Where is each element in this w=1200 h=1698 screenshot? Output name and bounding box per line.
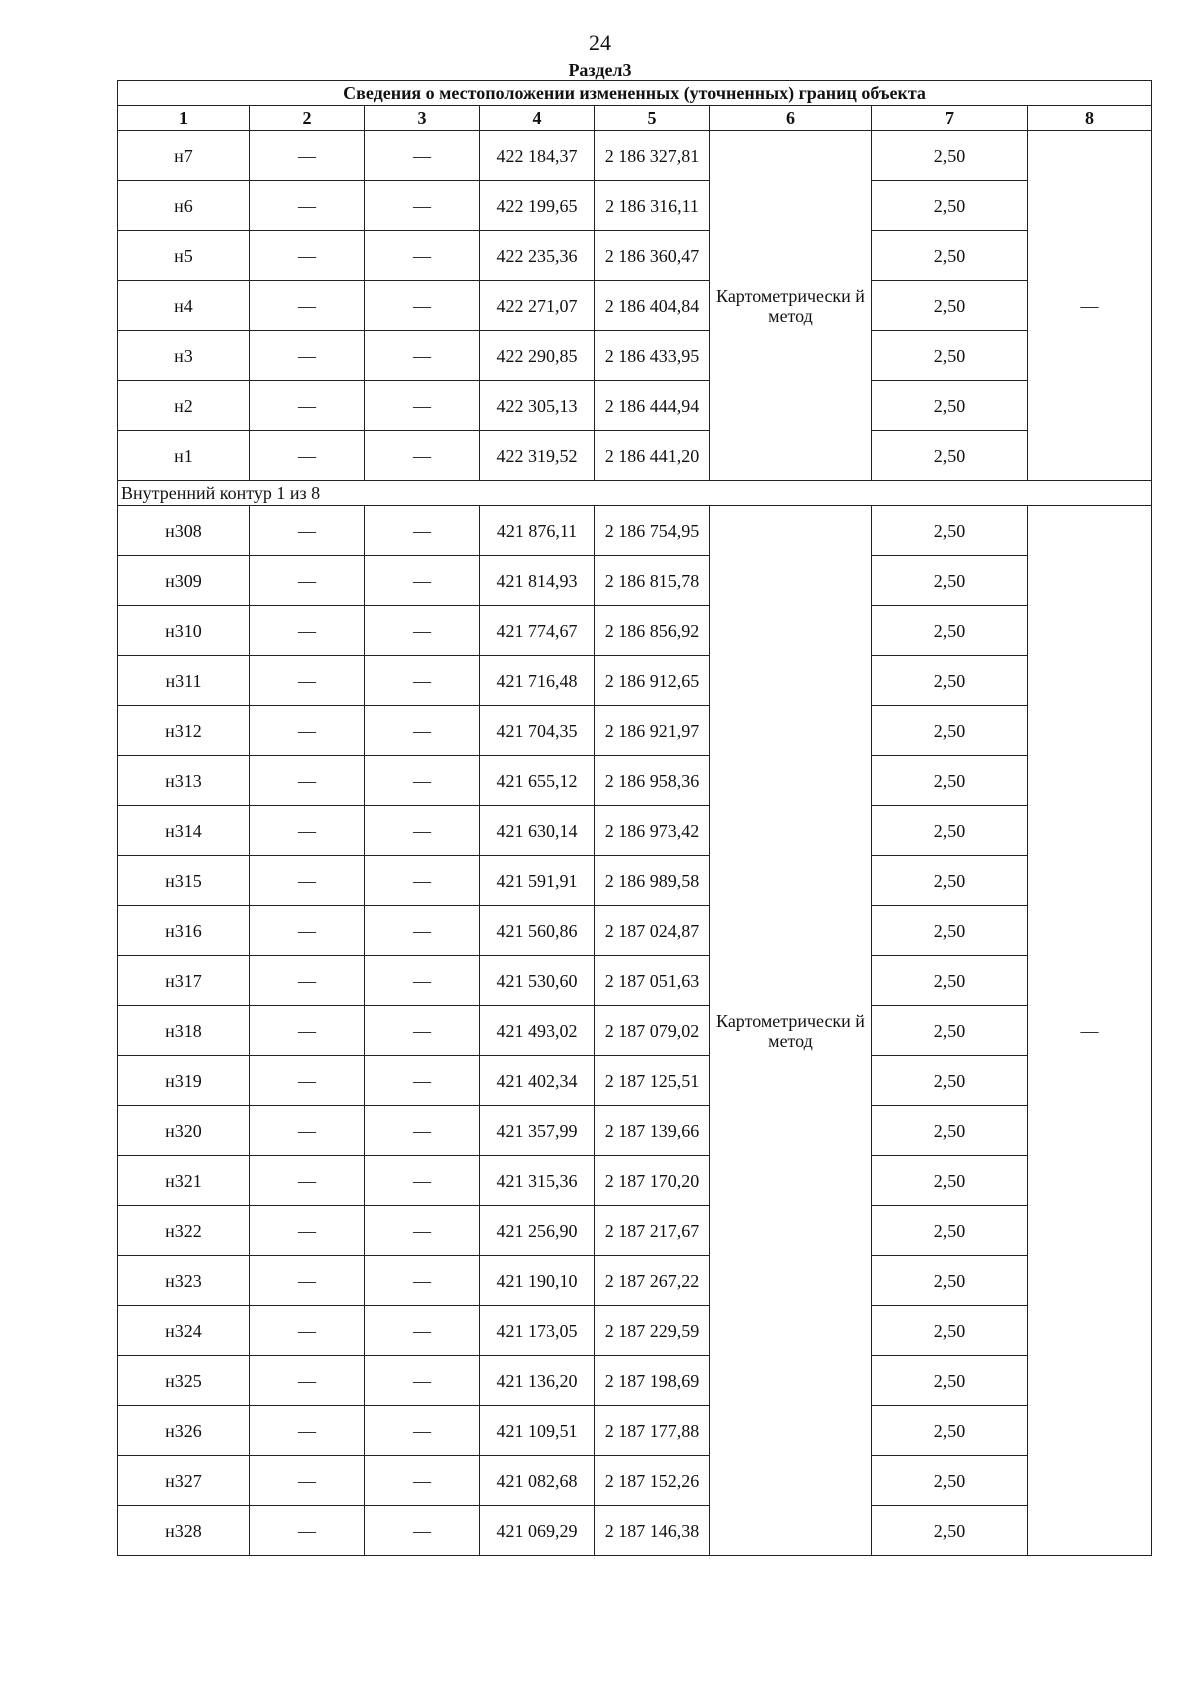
y-coordinate-cell: 2 187 139,66	[595, 1106, 710, 1156]
precision-cell: 2,50	[872, 856, 1028, 906]
y-coordinate-cell: 2 187 177,88	[595, 1406, 710, 1456]
precision-cell: 2,50	[872, 906, 1028, 956]
precision-cell: 2,50	[872, 281, 1028, 331]
table-row	[118, 1306, 1152, 1356]
point-name-cell: н323	[118, 1256, 250, 1306]
y-coordinate-cell: 2 186 327,81	[595, 131, 710, 181]
precision-cell: 2,50	[872, 1156, 1028, 1206]
precision-cell: 2,50	[872, 706, 1028, 756]
table-header-row	[118, 106, 1152, 131]
col2-cell: —	[250, 706, 365, 756]
col3-cell: —	[365, 806, 480, 856]
col3-cell: —	[365, 231, 480, 281]
col2-cell: —	[250, 131, 365, 181]
x-coordinate-cell: 421 256,90	[480, 1206, 595, 1256]
table-row	[118, 381, 1152, 431]
x-coordinate-cell: 421 069,29	[480, 1506, 595, 1556]
precision-cell: 2,50	[872, 1356, 1028, 1406]
precision-cell: 2,50	[872, 506, 1028, 556]
x-coordinate-cell: 422 271,07	[480, 281, 595, 331]
precision-cell: 2,50	[872, 956, 1028, 1006]
point-name-cell: н321	[118, 1156, 250, 1206]
col3-cell: —	[365, 1156, 480, 1206]
x-coordinate-cell: 421 190,10	[480, 1256, 595, 1306]
point-name-cell: н1	[118, 431, 250, 481]
point-name-cell: н4	[118, 281, 250, 331]
x-coordinate-cell: 422 290,85	[480, 331, 595, 381]
point-name-cell: н325	[118, 1356, 250, 1406]
y-coordinate-cell: 2 187 125,51	[595, 1056, 710, 1106]
col3-cell: —	[365, 131, 480, 181]
precision-cell: 2,50	[872, 1406, 1028, 1456]
point-name-cell: н316	[118, 906, 250, 956]
precision-cell: 2,50	[872, 1056, 1028, 1106]
table-caption-row	[118, 81, 1152, 106]
table-row	[118, 806, 1152, 856]
col3-cell: —	[365, 1056, 480, 1106]
table-row	[118, 1506, 1152, 1556]
table-row	[118, 1356, 1152, 1406]
x-coordinate-cell: 421 655,12	[480, 756, 595, 806]
col2-cell: —	[250, 656, 365, 706]
point-name-cell: н311	[118, 656, 250, 706]
col2-cell: —	[250, 906, 365, 956]
col2-cell: —	[250, 1406, 365, 1456]
table-row	[118, 1256, 1152, 1306]
col2-cell: —	[250, 281, 365, 331]
point-name-cell: н313	[118, 756, 250, 806]
x-coordinate-cell: 421 082,68	[480, 1456, 595, 1506]
col2-cell: —	[250, 1156, 365, 1206]
page-number: 24	[589, 30, 611, 55]
col2-cell: —	[250, 1306, 365, 1356]
col3-cell: —	[365, 1106, 480, 1156]
y-coordinate-cell: 2 186 444,94	[595, 381, 710, 431]
y-coordinate-cell: 2 186 433,95	[595, 331, 710, 381]
y-coordinate-cell: 2 187 024,87	[595, 906, 710, 956]
col2-cell: —	[250, 1456, 365, 1506]
col3-cell: —	[365, 181, 480, 231]
x-coordinate-cell: 421 814,93	[480, 556, 595, 606]
y-coordinate-cell: 2 186 921,97	[595, 706, 710, 756]
table-row	[118, 606, 1152, 656]
point-name-cell: н322	[118, 1206, 250, 1256]
table-row	[118, 956, 1152, 1006]
col8-cell: —	[1028, 506, 1152, 1556]
x-coordinate-cell: 422 235,36	[480, 231, 595, 281]
y-coordinate-cell: 2 187 051,63	[595, 956, 710, 1006]
precision-cell: 2,50	[872, 1006, 1028, 1056]
precision-cell: 2,50	[872, 131, 1028, 181]
precision-cell: 2,50	[872, 1506, 1028, 1556]
col3-cell: —	[365, 1456, 480, 1506]
y-coordinate-cell: 2 187 229,59	[595, 1306, 710, 1356]
point-name-cell: н315	[118, 856, 250, 906]
table-row	[118, 906, 1152, 956]
y-coordinate-cell: 2 187 146,38	[595, 1506, 710, 1556]
col2-cell: —	[250, 756, 365, 806]
point-name-cell: н7	[118, 131, 250, 181]
table-row	[118, 756, 1152, 806]
x-coordinate-cell: 421 173,05	[480, 1306, 595, 1356]
y-coordinate-cell: 2 187 198,69	[595, 1356, 710, 1406]
table-row	[118, 431, 1152, 481]
precision-cell: 2,50	[872, 556, 1028, 606]
method-cell: Картометрически й метод	[710, 506, 872, 1556]
col3-cell: —	[365, 1256, 480, 1306]
y-coordinate-cell: 2 186 316,11	[595, 181, 710, 231]
precision-cell: 2,50	[872, 756, 1028, 806]
col2-cell: —	[250, 231, 365, 281]
precision-cell: 2,50	[872, 331, 1028, 381]
col3-cell: —	[365, 556, 480, 606]
col3-cell: —	[365, 706, 480, 756]
point-name-cell: н5	[118, 231, 250, 281]
point-name-cell: н327	[118, 1456, 250, 1506]
column-header: 5	[595, 106, 710, 131]
col2-cell: —	[250, 431, 365, 481]
column-header: 2	[250, 106, 365, 131]
x-coordinate-cell: 421 560,86	[480, 906, 595, 956]
x-coordinate-cell: 421 493,02	[480, 1006, 595, 1056]
point-name-cell: н312	[118, 706, 250, 756]
contour-label: Внутренний контур 1 из 8	[118, 481, 1152, 506]
point-name-cell: н2	[118, 381, 250, 431]
col2-cell: —	[250, 1056, 365, 1106]
section-title: Раздел3	[568, 60, 632, 80]
point-name-cell: н328	[118, 1506, 250, 1556]
x-coordinate-cell: 422 184,37	[480, 131, 595, 181]
table-row	[118, 1456, 1152, 1506]
table-row	[118, 231, 1152, 281]
precision-cell: 2,50	[872, 1456, 1028, 1506]
table-row	[118, 856, 1152, 906]
col3-cell: —	[365, 331, 480, 381]
y-coordinate-cell: 2 186 856,92	[595, 606, 710, 656]
col2-cell: —	[250, 606, 365, 656]
precision-cell: 2,50	[872, 231, 1028, 281]
col3-cell: —	[365, 281, 480, 331]
col3-cell: —	[365, 381, 480, 431]
x-coordinate-cell: 421 591,91	[480, 856, 595, 906]
col2-cell: —	[250, 856, 365, 906]
point-name-cell: н320	[118, 1106, 250, 1156]
y-coordinate-cell: 2 187 079,02	[595, 1006, 710, 1056]
precision-cell: 2,50	[872, 1306, 1028, 1356]
col3-cell: —	[365, 1306, 480, 1356]
table-row	[118, 131, 1152, 181]
column-header: 6	[710, 106, 872, 131]
col2-cell: —	[250, 806, 365, 856]
table-row	[118, 1056, 1152, 1106]
table-row	[118, 1206, 1152, 1256]
col2-cell: —	[250, 506, 365, 556]
point-name-cell: н324	[118, 1306, 250, 1356]
point-name-cell: н317	[118, 956, 250, 1006]
column-header: 1	[118, 106, 250, 131]
col2-cell: —	[250, 1506, 365, 1556]
table-row	[118, 556, 1152, 606]
col2-cell: —	[250, 956, 365, 1006]
col2-cell: —	[250, 331, 365, 381]
col2-cell: —	[250, 181, 365, 231]
precision-cell: 2,50	[872, 431, 1028, 481]
column-header: 7	[872, 106, 1028, 131]
col3-cell: —	[365, 1206, 480, 1256]
point-name-cell: н3	[118, 331, 250, 381]
table-caption: Сведения о местоположении измененных (уточненных) границ объекта	[118, 81, 1152, 106]
table-row	[118, 656, 1152, 706]
y-coordinate-cell: 2 186 360,47	[595, 231, 710, 281]
table-body	[118, 81, 1152, 1556]
col3-cell: —	[365, 906, 480, 956]
y-coordinate-cell: 2 186 912,65	[595, 656, 710, 706]
table-row	[118, 331, 1152, 381]
contour-label-row	[118, 481, 1152, 506]
precision-cell: 2,50	[872, 1206, 1028, 1256]
column-header: 3	[365, 106, 480, 131]
col3-cell: —	[365, 656, 480, 706]
precision-cell: 2,50	[872, 181, 1028, 231]
y-coordinate-cell: 2 187 170,20	[595, 1156, 710, 1206]
col3-cell: —	[365, 1406, 480, 1456]
precision-cell: 2,50	[872, 381, 1028, 431]
x-coordinate-cell: 421 876,11	[480, 506, 595, 556]
x-coordinate-cell: 422 305,13	[480, 381, 595, 431]
y-coordinate-cell: 2 187 217,67	[595, 1206, 710, 1256]
point-name-cell: н318	[118, 1006, 250, 1056]
point-name-cell: н319	[118, 1056, 250, 1106]
table-row	[118, 1406, 1152, 1456]
table-row	[118, 706, 1152, 756]
x-coordinate-cell: 421 357,99	[480, 1106, 595, 1156]
table-row	[118, 281, 1152, 331]
x-coordinate-cell: 421 136,20	[480, 1356, 595, 1406]
column-header: 8	[1028, 106, 1152, 131]
table-row	[118, 181, 1152, 231]
col2-cell: —	[250, 1206, 365, 1256]
y-coordinate-cell: 2 187 267,22	[595, 1256, 710, 1306]
point-name-cell: н326	[118, 1406, 250, 1456]
x-coordinate-cell: 421 109,51	[480, 1406, 595, 1456]
col8-cell: —	[1028, 131, 1152, 481]
x-coordinate-cell: 421 716,48	[480, 656, 595, 706]
x-coordinate-cell: 421 774,67	[480, 606, 595, 656]
x-coordinate-cell: 421 315,36	[480, 1156, 595, 1206]
y-coordinate-cell: 2 186 404,84	[595, 281, 710, 331]
col3-cell: —	[365, 1356, 480, 1406]
col2-cell: —	[250, 1106, 365, 1156]
x-coordinate-cell: 421 530,60	[480, 956, 595, 1006]
x-coordinate-cell: 421 630,14	[480, 806, 595, 856]
point-name-cell: н308	[118, 506, 250, 556]
y-coordinate-cell: 2 186 815,78	[595, 556, 710, 606]
y-coordinate-cell: 2 187 152,26	[595, 1456, 710, 1506]
col2-cell: —	[250, 1006, 365, 1056]
col3-cell: —	[365, 956, 480, 1006]
y-coordinate-cell: 2 186 989,58	[595, 856, 710, 906]
precision-cell: 2,50	[872, 656, 1028, 706]
table-row	[118, 1106, 1152, 1156]
x-coordinate-cell: 422 319,52	[480, 431, 595, 481]
method-cell: Картометрически й метод	[710, 131, 872, 481]
y-coordinate-cell: 2 186 958,36	[595, 756, 710, 806]
coordinates-table	[117, 80, 1152, 1556]
precision-cell: 2,50	[872, 806, 1028, 856]
table-row	[118, 1006, 1152, 1056]
table-row	[118, 1156, 1152, 1206]
col3-cell: —	[365, 431, 480, 481]
x-coordinate-cell: 422 199,65	[480, 181, 595, 231]
col2-cell: —	[250, 556, 365, 606]
col3-cell: —	[365, 756, 480, 806]
col2-cell: —	[250, 381, 365, 431]
col2-cell: —	[250, 1356, 365, 1406]
point-name-cell: н309	[118, 556, 250, 606]
y-coordinate-cell: 2 186 973,42	[595, 806, 710, 856]
y-coordinate-cell: 2 186 441,20	[595, 431, 710, 481]
y-coordinate-cell: 2 186 754,95	[595, 506, 710, 556]
col3-cell: —	[365, 856, 480, 906]
x-coordinate-cell: 421 402,34	[480, 1056, 595, 1106]
precision-cell: 2,50	[872, 606, 1028, 656]
point-name-cell: н6	[118, 181, 250, 231]
col3-cell: —	[365, 506, 480, 556]
table-row	[118, 506, 1152, 556]
col3-cell: —	[365, 606, 480, 656]
point-name-cell: н310	[118, 606, 250, 656]
precision-cell: 2,50	[872, 1256, 1028, 1306]
point-name-cell: н314	[118, 806, 250, 856]
precision-cell: 2,50	[872, 1106, 1028, 1156]
col3-cell: —	[365, 1006, 480, 1056]
col2-cell: —	[250, 1256, 365, 1306]
col3-cell: —	[365, 1506, 480, 1556]
column-header: 4	[480, 106, 595, 131]
x-coordinate-cell: 421 704,35	[480, 706, 595, 756]
